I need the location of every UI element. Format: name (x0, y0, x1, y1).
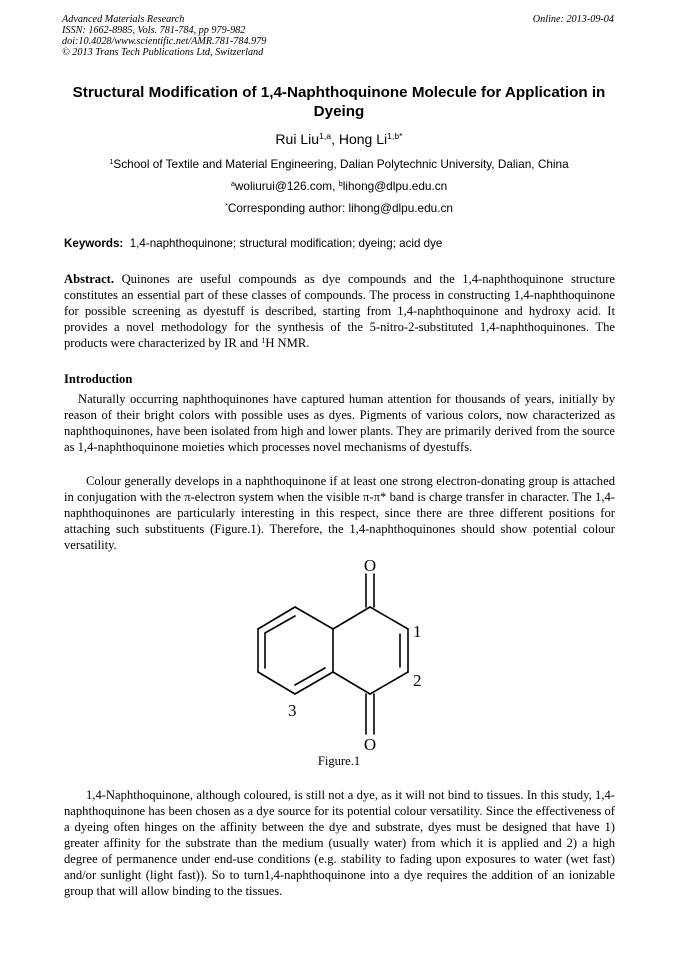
keywords (64, 236, 616, 251)
position-label-2: 2 (413, 671, 422, 690)
journal-header (62, 14, 266, 58)
author-sup: 1,a (319, 131, 332, 142)
oxygen-label: O (363, 556, 377, 575)
abstract-label: Abstract. (64, 272, 115, 286)
email-line (0, 179, 678, 194)
corr-sup: * (225, 200, 228, 210)
copyright-line: © 2013 Trans Tech Publications Ltd, Switzerland (62, 47, 264, 58)
online-date: Online: 2013-09-04 (532, 14, 614, 25)
position-label-3: 3 (288, 701, 297, 720)
corr-text: Corresponding author: lihong@dlpu.edu.cn (227, 201, 453, 215)
keywords-label: Keywords: (64, 237, 124, 250)
author-sup: 1,b* (387, 131, 403, 142)
corresponding-author (0, 201, 678, 216)
abstract-text: Quinones are useful compounds as dye compounds and the 1,4-naphthoquinone structure constitutes an essential part of these classes of compounds. The process in constructing 1,4-naphthoquinone for possible screening as dyestuff is described, starting from 1,4-naphthoquinone and hydroxy acid. It provides a novel methodology for the synthesis of the 5-nitro-2-substituted 1,4-naphthoquinones. The products were characterized by IR and (64, 272, 615, 350)
author-name: Rui Liu (275, 131, 320, 147)
paper-title: Structural Modification of 1,4-Naphthoquinone Molecule for Application in Dyeing (72, 84, 606, 120)
keywords-text: 1,4-naphthoquinone; structural modification; dyeing; acid dye (129, 237, 443, 250)
intro-paragraph-1: Naturally occurring naphthoquinones have captured human attention for thousands of years, initially by reason of their bright colors with possible uses as dyes. Pigments of various colors, now characterized as naphthoquinones, have been isolated from high and lower plants. They are primarily derived from the source as 1,4-naphthoquinone moieties which processes novel mechanisms of dyestuffs. (64, 392, 615, 454)
doi-line: doi:10.4028/www.scientific.net/AMR.781-784.979 (62, 36, 267, 47)
email-b: lihong@dlpu.edu.cn (342, 179, 448, 193)
email-sup: b (338, 178, 343, 188)
naphthoquinone-structure (240, 552, 440, 752)
intro-paragraph-3: 1,4-Naphthoquinone, although coloured, is still not a dye, as it will not bind to tissues. In this study, 1,4-naphthoquinone has been chosen as a dye source for its potential colour versatility. Since the effectiveness of a dyeing often hinges on the affinity between the dye and substrate, dyes must be designed that have 1) greater affinity for the substrate than the medium (usually water) from which it is applied and 2) a high degree of permanence under end-use conditions (e.g. stability to fading upon exposures to water (wet fast) and/or sunlight (light fast)). So to turn1,4-naphthoquinone into a dye requires the addition of an ionizable group that will allow binding to the tissues. (64, 788, 615, 898)
email-a: woliurui@126.com, (234, 179, 339, 193)
affiliation-text: School of Textile and Material Engineering, Dalian Polytechnic University, Dalian, China (113, 157, 569, 171)
email-sup: a (230, 178, 235, 188)
position-label-1: 1 (413, 622, 422, 641)
affiliation-sup: 1 (109, 156, 114, 166)
oxygen-label: O (363, 735, 377, 752)
affiliation (0, 157, 678, 172)
intro-paragraph-2: Colour generally develops in a naphthoquinone if at least one strong electron-donating group is attached in conjugation with the π-electron system when the visible π-π* band is charge transfer in character. The 1,4-naphthoquinones are particularly interesting in this respect, since there are three different positions for attaching such substituents (Figure.1). Therefore, the 1,4-naphthoquinones should show potential colour versatility. (64, 474, 615, 552)
author-name: Hong Li (338, 131, 388, 147)
abstract-sup: 1 (261, 335, 266, 345)
author-line: Rui Liu$^{1,a}$, Hong $Li^{1,b*}$ (275, 131, 403, 147)
abstract (64, 271, 615, 351)
issn-line: ISSN: 1662-8985, Vols. 781-784, pp 979-982 (62, 25, 246, 36)
figure-caption: Figure.1 (317, 754, 361, 768)
section-heading: Introduction (64, 372, 133, 386)
journal-name: Advanced Materials Research (62, 14, 185, 25)
abstract-text-end: H NMR. (265, 336, 310, 350)
